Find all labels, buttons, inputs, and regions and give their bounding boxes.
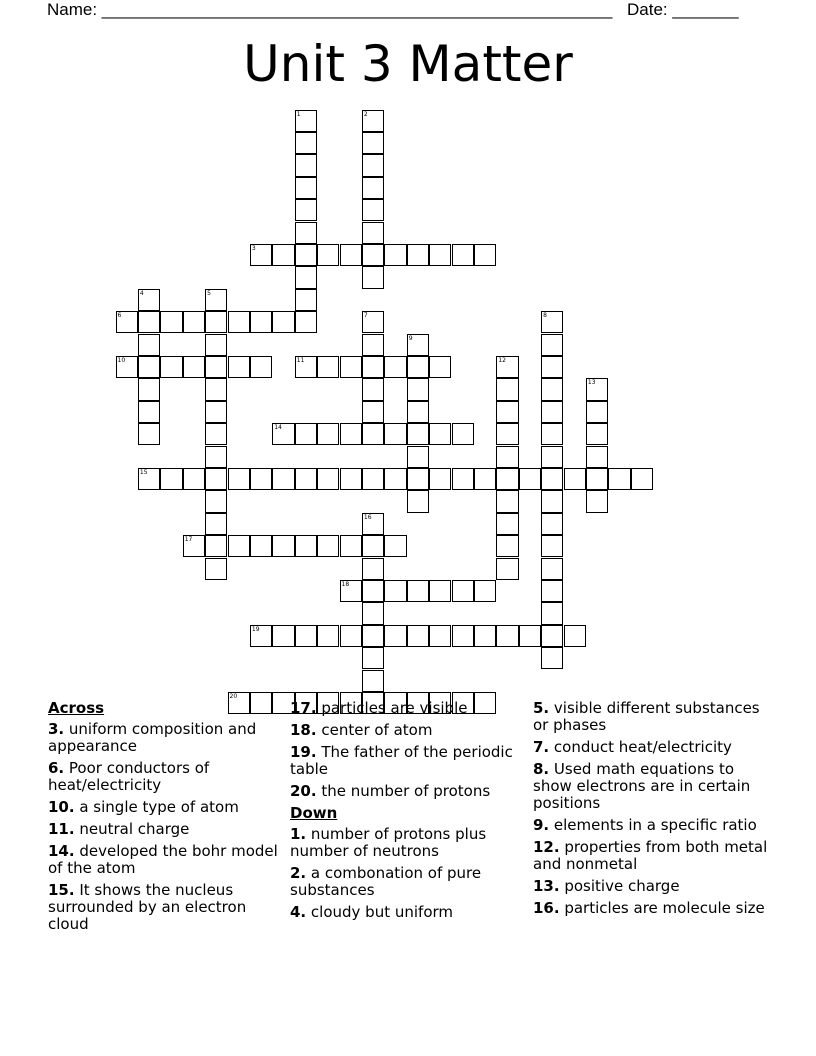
grid-cell[interactable] [272,311,294,333]
across-clue-list-continued [290,700,530,800]
clue-text: cloudy but uniform [306,903,454,921]
grid-cell[interactable] [541,535,563,557]
clue-column-3 [533,700,773,922]
cell-number: 1 [296,110,301,118]
page-title: Unit 3 Matter [243,35,573,93]
clue-text: It shows the nucleus surrounded by an electron cloud [48,881,247,933]
clue-text: a single type of atom [74,798,239,816]
clue-item [48,799,288,816]
cell-number: 2 [363,110,368,118]
grid-cell[interactable] [496,490,518,512]
clue-item [48,821,288,838]
grid-cell[interactable] [183,356,205,378]
grid-cell[interactable] [160,311,182,333]
grid-cell[interactable] [362,132,384,154]
clue-item [48,760,288,794]
clue-number: 4. [290,903,307,921]
grid-cell[interactable] [496,535,518,557]
clue-item [533,739,773,756]
grid-cell[interactable] [362,110,384,132]
grid-cell[interactable] [138,289,160,311]
grid-cell[interactable] [228,535,250,557]
cell-number: 15 [139,468,148,476]
grid-cell[interactable] [205,289,227,311]
grid-cell[interactable] [429,625,451,647]
grid-cell[interactable] [205,401,227,423]
grid-cell[interactable] [362,378,384,400]
grid-cell[interactable] [452,468,474,490]
grid-cell[interactable] [295,356,317,378]
cell-number: 18 [341,580,350,588]
grid-cell[interactable] [452,580,474,602]
clue-text: developed the bohr model of the atom [48,842,278,877]
grid-cell[interactable] [496,625,518,647]
grid-cell[interactable] [586,446,608,468]
clue-column-1 [48,700,288,938]
grid-cell[interactable] [362,535,384,557]
clue-text: visible different substances or phases [533,699,760,734]
grid-cell[interactable] [407,446,429,468]
clue-text: conduct heat/electricity [549,738,732,756]
cell-number: 4 [139,289,144,297]
grid-cell[interactable] [362,177,384,199]
cell-number: 16 [363,513,372,521]
grid-cell[interactable] [228,311,250,333]
grid-cell[interactable] [317,468,339,490]
grid-cell[interactable] [295,266,317,288]
grid-cell[interactable] [362,401,384,423]
grid-cell[interactable] [362,647,384,669]
grid-cell[interactable] [519,625,541,647]
grid-cell[interactable] [138,311,160,333]
grid-cell[interactable] [452,625,474,647]
grid-cell[interactable] [362,356,384,378]
grid-cell[interactable] [407,356,429,378]
grid-cell[interactable] [496,423,518,445]
grid-cell[interactable] [205,535,227,557]
grid-cell[interactable] [250,468,272,490]
grid-cell[interactable] [362,513,384,535]
grid-cell[interactable] [362,670,384,692]
clue-number: 19. [290,743,317,761]
grid-cell[interactable] [138,468,160,490]
grid-cell[interactable] [340,356,362,378]
grid-cell[interactable] [631,468,653,490]
clue-text: neutral charge [74,820,190,838]
grid-cell[interactable] [407,423,429,445]
grid-cell[interactable] [541,490,563,512]
grid-cell[interactable] [541,647,563,669]
grid-cell[interactable] [407,468,429,490]
grid-cell[interactable] [205,446,227,468]
grid-cell[interactable] [496,446,518,468]
clue-item [48,721,288,755]
grid-cell[interactable] [295,468,317,490]
clue-item [533,817,773,834]
grid-cell[interactable] [384,580,406,602]
grid-cell[interactable] [474,580,496,602]
grid-cell[interactable] [317,244,339,266]
grid-cell[interactable] [474,468,496,490]
grid-cell[interactable] [541,378,563,400]
grid-cell[interactable] [116,311,138,333]
grid-cell[interactable] [541,401,563,423]
grid-cell[interactable] [295,244,317,266]
grid-cell[interactable] [496,378,518,400]
grid-cell[interactable] [116,356,138,378]
grid-cell[interactable] [340,625,362,647]
grid-cell[interactable] [295,289,317,311]
grid-cell[interactable] [362,558,384,580]
grid-cell[interactable] [295,423,317,445]
grid-cell[interactable] [362,468,384,490]
grid-cell[interactable] [541,356,563,378]
grid-cell[interactable] [564,468,586,490]
grid-cell[interactable] [384,535,406,557]
grid-cell[interactable] [407,244,429,266]
cell-number: 14 [274,424,282,432]
grid-cell[interactable] [138,356,160,378]
grid-cell[interactable] [295,625,317,647]
grid-cell[interactable] [452,244,474,266]
cell-number: 8 [543,312,547,320]
grid-cell[interactable] [295,110,317,132]
grid-cell[interactable] [205,334,227,356]
grid-cell[interactable] [362,334,384,356]
grid-cell[interactable] [384,356,406,378]
grid-cell[interactable] [272,244,294,266]
grid-cell[interactable] [496,468,518,490]
clue-text: properties from both metal and nonmetal [533,838,768,873]
clue-item [290,744,530,778]
grid-cell[interactable] [429,356,451,378]
grid-cell[interactable] [250,535,272,557]
clue-number: 5. [533,699,550,717]
clue-item [48,882,288,933]
grid-cell[interactable] [295,311,317,333]
down-clue-list [290,826,530,921]
grid-cell[interactable] [228,356,250,378]
clue-item [48,843,288,877]
clue-text: positive charge [559,877,680,895]
grid-cell[interactable] [295,222,317,244]
grid-cell[interactable] [272,468,294,490]
grid-cell[interactable] [362,244,384,266]
grid-cell[interactable] [407,334,429,356]
grid-cell[interactable] [272,423,294,445]
grid-cell[interactable] [205,468,227,490]
grid-cell[interactable] [205,423,227,445]
grid-cell[interactable] [317,625,339,647]
grid-cell[interactable] [541,468,563,490]
grid-cell[interactable] [295,535,317,557]
grid-cell[interactable] [541,580,563,602]
clue-number: 3. [48,720,65,738]
grid-cell[interactable] [474,625,496,647]
grid-cell[interactable] [317,356,339,378]
clue-number: 14. [48,842,75,860]
grid-cell[interactable] [586,378,608,400]
grid-cell[interactable] [362,602,384,624]
clue-number: 9. [533,816,550,834]
grid-cell[interactable] [384,244,406,266]
grid-cell[interactable] [541,558,563,580]
clue-text: uniform composition and appearance [48,720,257,755]
grid-cell[interactable] [362,423,384,445]
grid-cell[interactable] [429,468,451,490]
grid-cell[interactable] [138,378,160,400]
clue-number: 11. [48,820,75,838]
grid-cell[interactable] [362,154,384,176]
clue-item [290,904,530,921]
grid-cell[interactable] [205,311,227,333]
clue-number: 7. [533,738,550,756]
grid-cell[interactable] [340,423,362,445]
grid-cell[interactable] [183,535,205,557]
grid-cell[interactable] [205,356,227,378]
clue-text: Poor conductors of heat/electricity [48,759,210,794]
grid-cell[interactable] [160,468,182,490]
clue-item [290,826,530,860]
cell-number: 9 [408,334,413,342]
grid-cell[interactable] [407,625,429,647]
grid-cell[interactable] [340,580,362,602]
grid-cell[interactable] [205,558,227,580]
cell-number: 3 [251,244,256,252]
grid-cell[interactable] [317,423,339,445]
grid-cell[interactable] [496,401,518,423]
grid-cell[interactable] [407,401,429,423]
down-clue-list-continued [533,700,773,917]
across-clue-list [48,721,288,933]
grid-cell[interactable] [384,625,406,647]
grid-cell[interactable] [384,468,406,490]
grid-cell[interactable] [272,625,294,647]
grid-cell[interactable] [183,468,205,490]
cell-number: 6 [117,312,122,320]
grid-cell[interactable] [541,513,563,535]
grid-cell[interactable] [496,558,518,580]
clue-number: 2. [290,864,307,882]
clue-text: center of atom [316,721,433,739]
grid-cell[interactable] [362,266,384,288]
grid-cell[interactable] [317,535,339,557]
clue-number: 18. [290,721,317,739]
grid-cell[interactable] [541,446,563,468]
clue-text: The father of the periodic table [290,743,513,778]
clue-item [290,700,530,717]
grid-cell[interactable] [541,311,563,333]
name-field-label: Name: ______________________________________________________ [47,0,613,19]
clue-item [290,783,530,800]
grid-cell[interactable] [295,154,317,176]
clue-number: 16. [533,899,560,917]
clue-text: elements in a specific ratio [549,816,757,834]
clue-item [533,761,773,812]
clue-text: number of protons plus number of neutrons [290,825,487,860]
grid-cell[interactable] [340,535,362,557]
grid-cell[interactable] [586,423,608,445]
clue-text: Used math equations to show electrons are in certain positions [533,760,751,812]
cell-number: 10 [117,356,126,364]
clue-number: 13. [533,877,560,895]
grid-cell[interactable] [407,378,429,400]
clue-item [290,722,530,739]
clue-item [533,878,773,895]
clue-column-2 [290,700,530,926]
clue-text: the number of protons [316,782,491,800]
clue-number: 6. [48,759,65,777]
grid-cell[interactable] [362,199,384,221]
cell-number: 17 [184,536,193,544]
grid-cell[interactable] [541,625,563,647]
grid-cell[interactable] [295,199,317,221]
grid-cell[interactable] [205,378,227,400]
clue-number: 8. [533,760,550,778]
grid-cell[interactable] [541,334,563,356]
grid-cell[interactable] [228,468,250,490]
cell-number: 12 [498,356,506,364]
grid-cell[interactable] [474,244,496,266]
grid-cell[interactable] [429,423,451,445]
grid-cell[interactable] [586,468,608,490]
grid-cell[interactable] [586,490,608,512]
clue-number: 12. [533,838,560,856]
grid-cell[interactable] [272,535,294,557]
clue-item [533,900,773,917]
grid-cell[interactable] [205,490,227,512]
grid-cell[interactable] [183,311,205,333]
grid-cell[interactable] [250,244,272,266]
date-field-label: Date: _______ [627,0,739,19]
clue-text: particles are molecule size [559,899,765,917]
clue-item [290,865,530,899]
grid-cell[interactable] [608,468,630,490]
grid-cell[interactable] [340,244,362,266]
grid-cell[interactable] [407,490,429,512]
grid-cell[interactable] [384,423,406,445]
clue-item [533,700,773,734]
grid-cell[interactable] [295,132,317,154]
grid-cell[interactable] [362,222,384,244]
grid-cell[interactable] [340,468,362,490]
clue-item [533,839,773,873]
grid-cell[interactable] [496,513,518,535]
grid-cell[interactable] [496,356,518,378]
grid-cell[interactable] [138,401,160,423]
clue-number: 10. [48,798,75,816]
grid-cell[interactable] [586,401,608,423]
across-heading: Across [48,699,105,717]
clue-number: 1. [290,825,307,843]
cell-number: 19 [251,625,260,633]
grid-cell[interactable] [160,356,182,378]
grid-cell[interactable] [519,468,541,490]
grid-cell[interactable] [429,580,451,602]
grid-cell[interactable] [138,334,160,356]
grid-cell[interactable] [429,244,451,266]
clue-text: particles are visible [316,699,468,717]
clue-number: 15. [48,881,75,899]
grid-cell[interactable] [407,580,429,602]
grid-cell[interactable] [362,580,384,602]
cell-number: 5 [207,289,211,297]
clue-number: 20. [290,782,317,800]
grid-cell[interactable] [138,423,160,445]
down-heading: Down [290,804,338,822]
grid-cell[interactable] [564,625,586,647]
grid-cell[interactable] [250,625,272,647]
grid-cell[interactable] [205,513,227,535]
cell-number: 20 [229,692,238,700]
clue-text: a combonation of pure substances [290,864,482,899]
grid-cell[interactable] [250,311,272,333]
cell-number: 11 [296,356,305,364]
grid-cell[interactable] [362,625,384,647]
grid-cell[interactable] [541,602,563,624]
grid-cell[interactable] [362,311,384,333]
grid-cell[interactable] [452,423,474,445]
cell-number: 13 [587,379,596,387]
grid-cell[interactable] [295,177,317,199]
grid-cell[interactable] [541,423,563,445]
grid-cell[interactable] [250,356,272,378]
cell-number: 7 [363,312,368,320]
clue-number: 17. [290,699,317,717]
